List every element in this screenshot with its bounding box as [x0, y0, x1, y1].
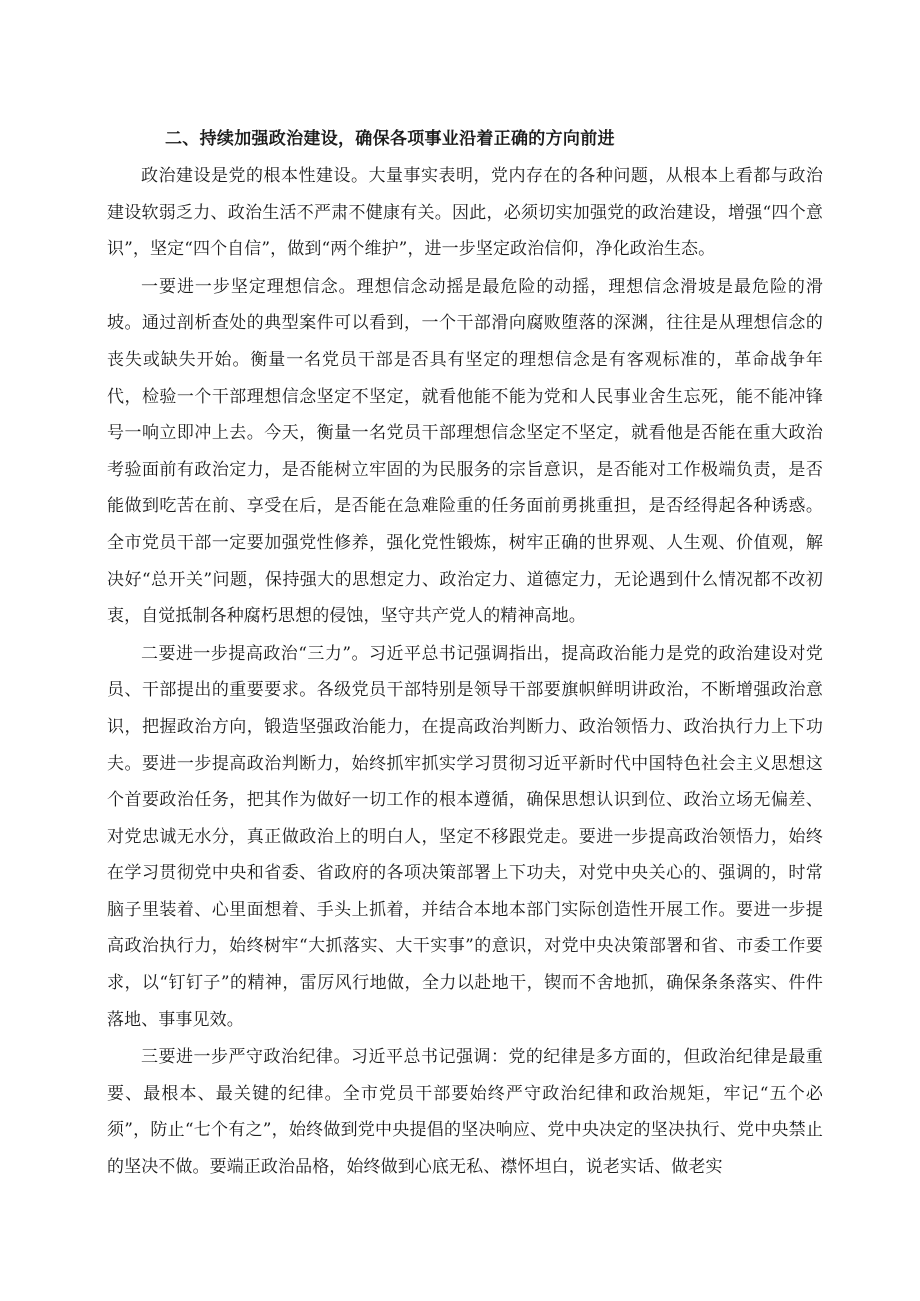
- paragraph-political-discipline: 三要进一步严守政治纪律。习近平总书记强调：党的纪律是多方面的，但政治纪律是最重要、最根本、最关键的纪律。全市党员干部要始终严守政治纪律和政治规矩，牢记“五个必须”，防止“七个有之”，始终做到党中央提倡的坚决响应、党中央决定的坚决执行、党中央禁止的坚决不做。要端正政治品格，始终做到心底无私、襟怀坦白，说老实话、做老实: [107, 1047, 823, 1178]
- paragraph-political-ability: 二要进一步提高政治“三力”。习近平总书记强调指出，提高政治能力是党的政治建设对党员、干部提出的重要要求。各级党员干部特别是领导干部要旗帜鲜明讲政治，不断增强政治意识，把握政治方向，锻造坚强政治能力，在提高政治判断力、政治领悟力、政治执行力上下功夫。要进一步提高政治判断力，始终抓牢抓实学习贯彻习近平新时代中国特色社会主义思想这个首要政治任务，把其作为做好一切工作的根本遵循，确保思想认识到位、政治立场无偏差、对党忠诚无水分，真正做政治上的明白人，坚定不移跟党走。要进一步提高政治领悟力，始终在学习贯彻党中央和省委、省政府的各项决策部署上下功夫，对党中央关心的、强调的，时常脑子里装着、心里面想着、手头上抓着，并结合本地本部门实际创造性开展工作。要进一步提高政治执行力，始终树牢“大抓落实、大干实事”的意识，对党中央决策部署和省、市委工作要求，以“钉钉子”的精神，雷厉风行地做，全力以赴地干，锲而不舍地抓，确保条条落实、件件落地、事事见效。: [107, 643, 823, 1030]
- document-body: [107, 121, 823, 1186]
- paragraph-ideals: 一要进一步坚定理想信念。理想信念动摇是最危险的动摇，理想信念滑坡是最危险的滑坡。通过剖析查处的典型案件可以看到，一个干部滑向腐败堕落的深渊，往往是从理想信念的丧失或缺失开始。衡量一名党员干部是否具有坚定的理想信念是有客观标准的，革命战争年代，检验一个干部理想信念坚定不坚定，就看他能不能为党和人民事业舍生忘死，能不能冲锋号一响立即冲上去。今天，衡量一名党员干部理想信念坚定不坚定，就看他是否能在重大政治考验面前有政治定力，是否能树立牢固的为民服务的宗旨意识，是否能对工作极端负责，是否能做到吃苦在前、享受在后，是否能在急难险重的任务面前勇挑重担，是否经得起各种诱惑。全市党员干部一定要加强党性修养，强化党性锻炼，树牢正确的世界观、人生观、价值观，解决好“总开关”问题，保持强大的思想定力、政治定力、道德定力，无论遇到什么情况都不改初衷，自觉抵制各种腐朽思想的侵蚀，坚守共产党人的精神高地。: [107, 276, 823, 627]
- paragraph-intro: 政治建设是党的根本性建设。大量事实表明，党内存在的各种问题，从根本上看都与政治建设软弱乏力、政治生活不严肃不健康有关。因此，必须切实加强党的政治建设，增强“四个意识”，坚定“四个自信”，做到“两个维护”，进一步坚定政治信仰，净化政治生态。: [107, 166, 823, 260]
- section-heading: 二、持续加强政治建设，确保各项事业沿着正确的方向前进: [165, 129, 615, 149]
